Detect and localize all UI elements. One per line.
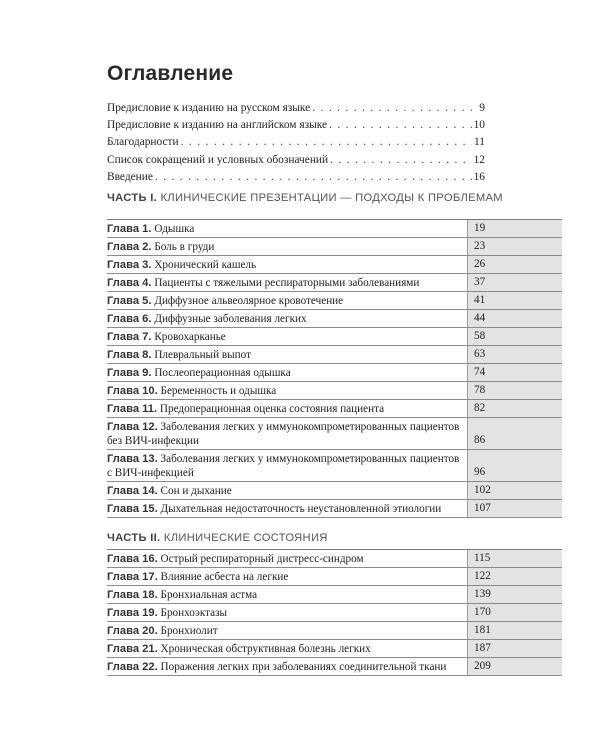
chapter-title: Хронический кашель [154,259,257,271]
chapter-label: Глава 16. [107,553,158,565]
chapter-page: 78 [467,382,562,399]
chapter-title: Диффузное альвеолярное кровотечение [154,295,344,307]
chapter-page: 86 [467,418,562,449]
preface-item[interactable] [107,102,485,119]
chapter-page: 139 [467,586,562,603]
chapter-page: 63 [467,346,562,363]
preface-item[interactable] [107,171,485,188]
chapter-title: Влияние асбеста на легкие [160,571,289,583]
chapter-row[interactable] [107,292,562,310]
chapter-label: Глава 20. [107,625,158,637]
part-number: ЧАСТЬ II. [107,532,161,544]
chapter-label: Глава 17. [107,571,158,583]
part-title: КЛИНИЧЕСКИЕ СОСТОЯНИЯ [163,532,328,544]
dot-leader [181,136,472,148]
preface-item-title: Благодарности [107,136,179,149]
chapter-page: 74 [467,364,562,381]
chapter-title: Поражения легких при заболеваниях соединительной ткани [160,661,447,673]
chapter-page: 58 [467,328,562,345]
part-number: ЧАСТЬ I. [107,192,158,204]
dot-leader [155,171,472,183]
chapter-page: 187 [467,640,562,657]
chapter-label: Глава 11. [107,403,158,415]
chapter-page: 107 [467,500,562,517]
chapter-title: Пациенты с тяжелыми респираторными заболеваниями [154,277,420,289]
chapter-label: Глава 13. [107,453,158,465]
preface-item-page: 11 [474,136,485,149]
chapter-row[interactable] [107,640,562,658]
chapter-page: 44 [467,310,562,327]
chapter-page: 181 [467,622,562,639]
preface-item[interactable] [107,119,485,136]
preface-item-title: Введение [107,170,153,183]
chapter-title: Одышка [154,223,195,235]
chapter-page: 170 [467,604,562,621]
chapter-label: Глава 14. [107,485,158,497]
chapter-page: 96 [467,450,562,481]
chapter-page: 115 [467,550,562,567]
chapter-row[interactable] [107,604,562,622]
chapter-label: Глава 6. [107,313,152,325]
dot-leader [312,102,477,114]
chapter-title: Сон и дыхание [160,485,232,497]
chapter-page: 82 [467,400,562,417]
preface-item[interactable] [107,154,485,171]
chapter-label: Глава 22. [107,661,158,673]
chapter-page: 37 [467,274,562,291]
chapter-page: 209 [467,658,562,675]
chapter-table [107,219,562,518]
chapter-row[interactable] [107,220,562,238]
chapter-title: Бронхиальная астма [160,589,258,601]
chapter-row[interactable] [107,450,562,482]
chapter-row[interactable] [107,238,562,256]
chapter-label: Глава 12. [107,421,158,433]
chapter-label: Глава 7. [107,331,152,343]
chapter-page: 102 [467,482,562,499]
chapter-title: Кровохарканье [154,331,226,343]
chapter-title: Хроническая обструктивная болезнь легких [160,643,371,655]
page-title: Оглавление [107,62,234,85]
chapter-title: Диффузные заболевания легких [154,313,307,325]
chapter-row[interactable] [107,622,562,640]
chapter-row[interactable] [107,346,562,364]
chapter-title: Бронхиолит [160,625,218,637]
chapter-label: Глава 4. [107,277,152,289]
part-heading [107,192,562,205]
chapter-row[interactable] [107,274,562,292]
chapter-row[interactable] [107,550,562,568]
chapter-row[interactable] [107,310,562,328]
chapter-title: Беременность и одышка [160,385,277,397]
chapter-table [107,549,562,676]
chapter-title: Острый респираторный дистресс-синдром [160,553,364,565]
chapter-label: Глава 1. [107,223,152,235]
chapter-title: Послеоперационная одышка [154,367,291,379]
dot-leader [330,154,471,166]
preface-item[interactable] [107,136,485,153]
chapter-label: Глава 18. [107,589,158,601]
chapter-label: Глава 10. [107,385,158,397]
preface-list [107,102,485,188]
chapter-title: Плевральный выпот [154,349,251,361]
preface-item-title: Предисловие к изданию на английском языке [107,119,328,132]
chapter-title: Дыхательная недостаточность неустановленной этиологии [160,503,442,515]
chapter-label: Глава 8. [107,349,152,361]
preface-item-title: Список сокращений и условных обозначений [107,153,329,166]
chapter-row[interactable] [107,658,562,676]
chapter-row[interactable] [107,256,562,274]
chapter-page: 26 [467,256,562,273]
chapter-label: Глава 15. [107,503,158,515]
chapter-row[interactable] [107,482,562,500]
chapter-row[interactable] [107,568,562,586]
preface-item-title: Предисловие к изданию на русском языке [107,102,311,114]
chapter-row[interactable] [107,400,562,418]
chapter-page: 122 [467,568,562,585]
chapter-page: 19 [467,220,562,237]
preface-item-page: 16 [473,170,485,183]
chapter-title: Бронхоэктазы [160,607,228,619]
part-title: КЛИНИЧЕСКИЕ ПРЕЗЕНТАЦИИ — ПОДХОДЫ К ПРОБЛЕМАМ [160,192,503,204]
chapter-label: Глава 19. [107,607,158,619]
chapter-row[interactable] [107,328,562,346]
preface-item-page: 10 [473,119,485,132]
chapter-row[interactable] [107,364,562,382]
chapter-page: 23 [467,238,562,255]
chapter-row[interactable] [107,500,562,518]
chapter-row[interactable] [107,382,562,400]
preface-item-page: 12 [473,153,485,166]
preface-item-page: 9 [479,102,485,114]
chapter-row[interactable] [107,586,562,604]
dot-leader [329,119,472,131]
chapter-page: 41 [467,292,562,309]
chapter-label: Глава 9. [107,367,152,379]
chapter-title: Заболевания легких у иммунокомпрометированных пациентов с ВИЧ-инфекцией [107,453,460,479]
chapter-label: Глава 2. [107,241,152,253]
part-heading [107,532,562,545]
chapter-label: Глава 21. [107,643,158,655]
chapter-label: Глава 5. [107,295,152,307]
chapter-title: Боль в груди [154,241,215,253]
chapter-title: Заболевания легких у иммунокомпрометированных пациентов без ВИЧ-инфекции [107,421,460,447]
chapter-row[interactable] [107,418,562,450]
chapter-title: Предоперационная оценка состояния пациента [159,403,385,415]
chapter-label: Глава 3. [107,259,152,271]
